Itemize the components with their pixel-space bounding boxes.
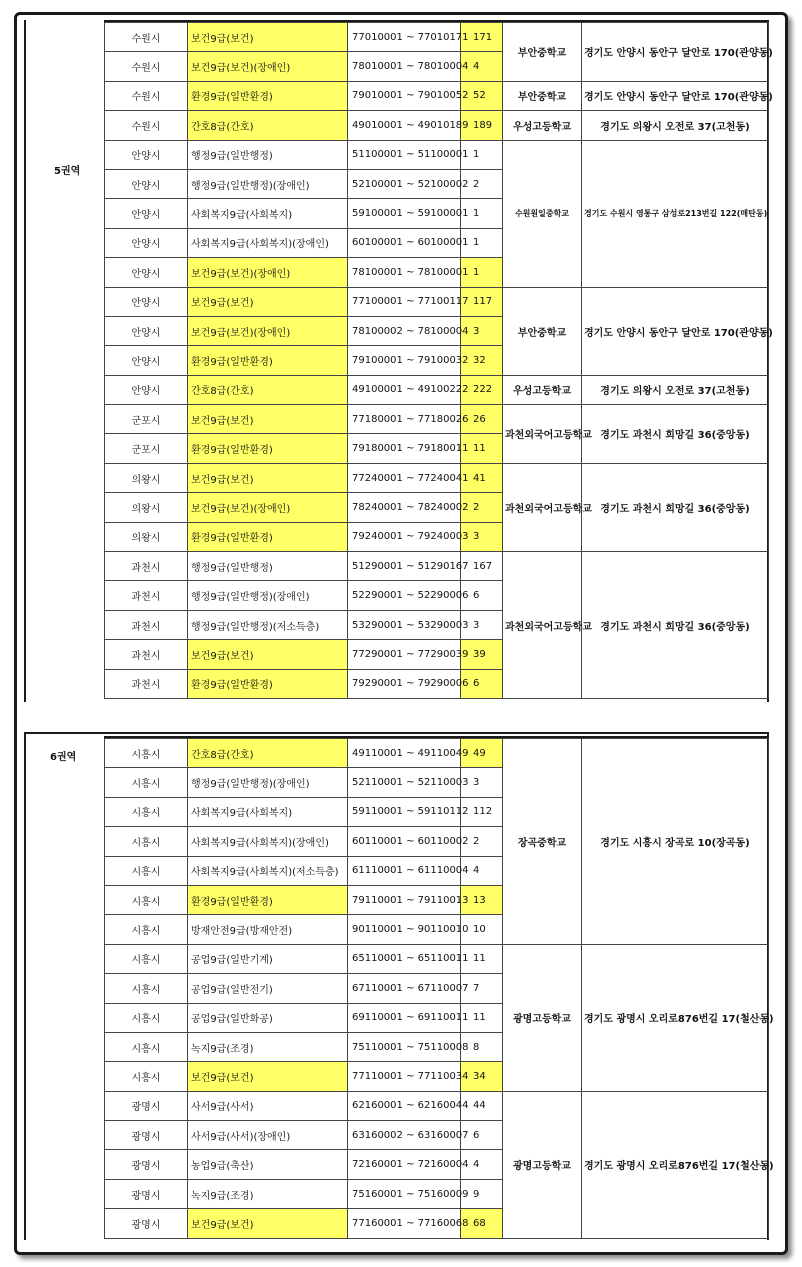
table-row	[105, 739, 769, 768]
exam-table-6	[104, 738, 774, 1239]
left-border	[24, 732, 26, 1240]
city-cell: 시흥시	[105, 739, 188, 768]
count-cell: 2	[461, 493, 503, 522]
exam-number-range-cell: 62160001 ~ 62160044	[348, 1091, 461, 1120]
address-cell: 경기도 의왕시 오전로 37(고천동)	[582, 375, 769, 404]
city-cell: 안양시	[105, 316, 188, 345]
city-cell: 수원시	[105, 81, 188, 110]
city-cell: 군포시	[105, 434, 188, 463]
table-row	[105, 140, 769, 169]
exam-number-range-cell: 67110001 ~ 67110007	[348, 974, 461, 1003]
exam-number-range-cell: 52110001 ~ 52110003	[348, 768, 461, 797]
city-cell: 의왕시	[105, 493, 188, 522]
exam-number-range-cell: 77240001 ~ 77240041	[348, 463, 461, 492]
city-cell: 안양시	[105, 199, 188, 228]
exam-number-range-cell: 75160001 ~ 75160009	[348, 1179, 461, 1208]
count-cell: 2	[461, 169, 503, 198]
address-cell: 경기도 안양시 동안구 달안로 170(관양동)	[582, 81, 769, 110]
count-cell: 11	[461, 1003, 503, 1032]
exam-number-range-cell: 52100001 ~ 52100002	[348, 169, 461, 198]
exam-title-cell: 공업9급(일반기계)	[188, 944, 348, 973]
school-cell: 장곡중학교	[503, 739, 582, 945]
exam-title-cell: 사회복지9급(사회복지)(장애인)	[188, 827, 348, 856]
city-cell: 안양시	[105, 140, 188, 169]
count-cell: 11	[461, 944, 503, 973]
count-cell: 6	[461, 581, 503, 610]
city-cell: 과천시	[105, 610, 188, 639]
exam-title-cell: 보건9급(보건)(장애인)	[188, 493, 348, 522]
city-cell: 시흥시	[105, 1032, 188, 1061]
city-cell: 광명시	[105, 1121, 188, 1150]
city-cell: 시흥시	[105, 856, 188, 885]
city-cell: 안양시	[105, 287, 188, 316]
city-cell: 안양시	[105, 346, 188, 375]
city-cell: 과천시	[105, 640, 188, 669]
table-row	[105, 405, 769, 434]
address-cell: 경기도 광명시 오리로876번길 17(철산동)	[582, 944, 769, 1091]
count-cell: 8	[461, 1032, 503, 1061]
exam-number-range-cell: 77010001 ~ 77010171	[348, 23, 461, 52]
school-cell: 과천외국어고등학교	[503, 552, 582, 699]
school-cell: 광명고등학교	[503, 1091, 582, 1238]
school-cell: 우성고등학교	[503, 111, 582, 140]
exam-title-cell: 환경9급(일반환경)	[188, 81, 348, 110]
city-cell: 수원시	[105, 52, 188, 81]
exam-number-range-cell: 60100001 ~ 60100001	[348, 228, 461, 257]
city-cell: 의왕시	[105, 522, 188, 551]
count-cell: 26	[461, 405, 503, 434]
address-cell: 경기도 과천시 희망길 36(중앙동)	[582, 552, 769, 699]
exam-title-cell: 보건9급(보건)	[188, 1209, 348, 1238]
city-cell: 광명시	[105, 1091, 188, 1120]
exam-number-range-cell: 77100001 ~ 77100117	[348, 287, 461, 316]
exam-number-range-cell: 51290001 ~ 51290167	[348, 552, 461, 581]
count-cell: 6	[461, 1121, 503, 1150]
exam-title-cell: 녹지9급(조경)	[188, 1032, 348, 1061]
count-cell: 189	[461, 111, 503, 140]
exam-title-cell: 행정9급(일반행정)	[188, 552, 348, 581]
count-cell: 1	[461, 199, 503, 228]
count-cell: 9	[461, 1179, 503, 1208]
city-cell: 의왕시	[105, 463, 188, 492]
table-row	[105, 552, 769, 581]
exam-number-range-cell: 77110001 ~ 77110034	[348, 1062, 461, 1091]
exam-title-cell: 환경9급(일반환경)	[188, 885, 348, 914]
exam-title-cell: 보건9급(보건)	[188, 23, 348, 52]
exam-number-range-cell: 60110001 ~ 60110002	[348, 827, 461, 856]
city-cell: 광명시	[105, 1150, 188, 1179]
city-cell: 군포시	[105, 405, 188, 434]
count-cell: 4	[461, 52, 503, 81]
exam-number-range-cell: 59110001 ~ 59110112	[348, 797, 461, 826]
city-cell: 시흥시	[105, 974, 188, 1003]
address-cell: 경기도 수원시 영통구 삼성로213번길 122(매탄동)	[582, 140, 769, 287]
school-cell: 부안중학교	[503, 81, 582, 110]
exam-number-range-cell: 79240001 ~ 79240003	[348, 522, 461, 551]
count-cell: 6	[461, 669, 503, 698]
top-border	[24, 732, 769, 734]
exam-title-cell: 보건9급(보건)	[188, 405, 348, 434]
exam-number-range-cell: 75110001 ~ 75110008	[348, 1032, 461, 1061]
count-cell: 4	[461, 1150, 503, 1179]
exam-title-cell: 사회복지9급(사회복지)	[188, 797, 348, 826]
exam-title-cell: 보건9급(보건)(장애인)	[188, 316, 348, 345]
count-cell: 4	[461, 856, 503, 885]
exam-title-cell: 사서9급(사서)(장애인)	[188, 1121, 348, 1150]
exam-title-cell: 녹지9급(조경)	[188, 1179, 348, 1208]
exam-number-range-cell: 79100001 ~ 79100032	[348, 346, 461, 375]
table-row	[105, 23, 769, 52]
school-cell: 수원원일중학교	[503, 140, 582, 287]
exam-number-range-cell: 51100001 ~ 51100001	[348, 140, 461, 169]
count-cell: 3	[461, 610, 503, 639]
exam-number-range-cell: 72160001 ~ 72160004	[348, 1150, 461, 1179]
exam-number-range-cell: 77290001 ~ 77290039	[348, 640, 461, 669]
count-cell: 10	[461, 915, 503, 944]
exam-title-cell: 보건9급(보건)	[188, 463, 348, 492]
exam-number-range-cell: 79290001 ~ 79290006	[348, 669, 461, 698]
exam-title-cell: 방재안전9급(방재안전)	[188, 915, 348, 944]
address-cell: 경기도 과천시 희망길 36(중앙동)	[582, 405, 769, 464]
exam-number-range-cell: 61110001 ~ 61110004	[348, 856, 461, 885]
exam-number-range-cell: 77180001 ~ 77180026	[348, 405, 461, 434]
table-row	[105, 944, 769, 973]
count-cell: 1	[461, 228, 503, 257]
city-cell: 시흥시	[105, 1003, 188, 1032]
exam-table-5	[104, 22, 773, 699]
address-cell: 경기도 의왕시 오전로 37(고천동)	[582, 111, 769, 140]
school-cell: 광명고등학교	[503, 944, 582, 1091]
city-cell: 광명시	[105, 1209, 188, 1238]
count-cell: 1	[461, 258, 503, 287]
count-cell: 3	[461, 768, 503, 797]
exam-title-cell: 보건9급(보건)	[188, 1062, 348, 1091]
exam-number-range-cell: 79110001 ~ 79110013	[348, 885, 461, 914]
count-cell: 112	[461, 797, 503, 826]
address-cell: 경기도 과천시 희망길 36(중앙동)	[582, 463, 769, 551]
left-border	[24, 20, 26, 702]
city-cell: 과천시	[105, 581, 188, 610]
address-cell: 경기도 안양시 동안구 달안로 170(관양동)	[582, 287, 769, 375]
table-row	[105, 81, 769, 110]
exam-title-cell: 환경9급(일반환경)	[188, 522, 348, 551]
exam-number-range-cell: 49100001 ~ 49100222	[348, 375, 461, 404]
exam-number-range-cell: 65110001 ~ 65110011	[348, 944, 461, 973]
count-cell: 44	[461, 1091, 503, 1120]
address-cell: 경기도 안양시 동안구 달안로 170(관양동)	[582, 23, 769, 82]
exam-number-range-cell: 78100001 ~ 78100001	[348, 258, 461, 287]
exam-title-cell: 보건9급(보건)	[188, 640, 348, 669]
exam-number-range-cell: 59100001 ~ 59100001	[348, 199, 461, 228]
exam-title-cell: 행정9급(일반행정)(장애인)	[188, 768, 348, 797]
exam-title-cell: 보건9급(보건)(장애인)	[188, 52, 348, 81]
count-cell: 222	[461, 375, 503, 404]
count-cell: 49	[461, 739, 503, 768]
exam-number-range-cell: 90110001 ~ 90110010	[348, 915, 461, 944]
count-cell: 1	[461, 140, 503, 169]
count-cell: 68	[461, 1209, 503, 1238]
city-cell: 수원시	[105, 23, 188, 52]
exam-title-cell: 행정9급(일반행정)(저소득층)	[188, 610, 348, 639]
count-cell: 13	[461, 885, 503, 914]
table-row	[105, 287, 769, 316]
exam-number-range-cell: 78010001 ~ 78010004	[348, 52, 461, 81]
table-row	[105, 375, 769, 404]
exam-title-cell: 환경9급(일반환경)	[188, 346, 348, 375]
exam-title-cell: 농업9급(축산)	[188, 1150, 348, 1179]
table-row	[105, 1091, 769, 1120]
city-cell: 시흥시	[105, 915, 188, 944]
exam-title-cell: 사회복지9급(사회복지)	[188, 199, 348, 228]
city-cell: 안양시	[105, 258, 188, 287]
count-cell: 171	[461, 23, 503, 52]
school-cell: 부안중학교	[503, 23, 582, 82]
school-cell: 과천외국어고등학교	[503, 405, 582, 464]
city-cell: 시흥시	[105, 827, 188, 856]
count-cell: 34	[461, 1062, 503, 1091]
exam-title-cell: 행정9급(일반행정)(장애인)	[188, 581, 348, 610]
city-cell: 시흥시	[105, 944, 188, 973]
exam-title-cell: 간호8급(간호)	[188, 739, 348, 768]
address-cell: 경기도 시흥시 장곡로 10(장곡동)	[582, 739, 769, 945]
count-cell: 3	[461, 522, 503, 551]
exam-title-cell: 보건9급(보건)(장애인)	[188, 258, 348, 287]
exam-title-cell: 사회복지9급(사회복지)(장애인)	[188, 228, 348, 257]
exam-number-range-cell: 79010001 ~ 79010052	[348, 81, 461, 110]
exam-title-cell: 행정9급(일반행정)(장애인)	[188, 169, 348, 198]
count-cell: 2	[461, 827, 503, 856]
city-cell: 과천시	[105, 669, 188, 698]
count-cell: 11	[461, 434, 503, 463]
count-cell: 52	[461, 81, 503, 110]
exam-number-range-cell: 49110001 ~ 49110049	[348, 739, 461, 768]
exam-number-range-cell: 79180001 ~ 79180011	[348, 434, 461, 463]
exam-title-cell: 공업9급(일반화공)	[188, 1003, 348, 1032]
exam-title-cell: 사회복지9급(사회복지)(저소득층)	[188, 856, 348, 885]
exam-title-cell: 간호8급(간호)	[188, 375, 348, 404]
count-cell: 7	[461, 974, 503, 1003]
table-row	[105, 111, 769, 140]
exam-title-cell: 보건9급(보건)	[188, 287, 348, 316]
exam-title-cell: 사서9급(사서)	[188, 1091, 348, 1120]
address-cell: 경기도 광명시 오리로876번길 17(철산동)	[582, 1091, 769, 1238]
count-cell: 167	[461, 552, 503, 581]
exam-number-range-cell: 49010001 ~ 49010189	[348, 111, 461, 140]
exam-title-cell: 환경9급(일반환경)	[188, 434, 348, 463]
school-cell: 우성고등학교	[503, 375, 582, 404]
count-cell: 41	[461, 463, 503, 492]
exam-number-range-cell: 77160001 ~ 77160068	[348, 1209, 461, 1238]
exam-number-range-cell: 69110001 ~ 69110011	[348, 1003, 461, 1032]
exam-number-range-cell: 53290001 ~ 53290003	[348, 610, 461, 639]
exam-number-range-cell: 52290001 ~ 52290006	[348, 581, 461, 610]
exam-title-cell: 환경9급(일반환경)	[188, 669, 348, 698]
city-cell: 광명시	[105, 1179, 188, 1208]
city-cell: 안양시	[105, 375, 188, 404]
exam-title-cell: 간호8급(간호)	[188, 111, 348, 140]
city-cell: 시흥시	[105, 797, 188, 826]
count-cell: 39	[461, 640, 503, 669]
city-cell: 안양시	[105, 169, 188, 198]
exam-title-cell: 행정9급(일반행정)	[188, 140, 348, 169]
count-cell: 117	[461, 287, 503, 316]
region-label: 5권역	[54, 166, 81, 177]
city-cell: 시흥시	[105, 885, 188, 914]
city-cell: 수원시	[105, 111, 188, 140]
exam-number-range-cell: 78100002 ~ 78100004	[348, 316, 461, 345]
table-row	[105, 463, 769, 492]
city-cell: 시흥시	[105, 768, 188, 797]
city-cell: 안양시	[105, 228, 188, 257]
exam-title-cell: 공업9급(일반전기)	[188, 974, 348, 1003]
city-cell: 과천시	[105, 552, 188, 581]
school-cell: 부안중학교	[503, 287, 582, 375]
region-label: 6권역	[50, 752, 77, 763]
city-cell: 시흥시	[105, 1062, 188, 1091]
exam-number-range-cell: 63160002 ~ 63160007	[348, 1121, 461, 1150]
count-cell: 32	[461, 346, 503, 375]
count-cell: 3	[461, 316, 503, 345]
exam-number-range-cell: 78240001 ~ 78240002	[348, 493, 461, 522]
school-cell: 과천외국어고등학교	[503, 463, 582, 551]
